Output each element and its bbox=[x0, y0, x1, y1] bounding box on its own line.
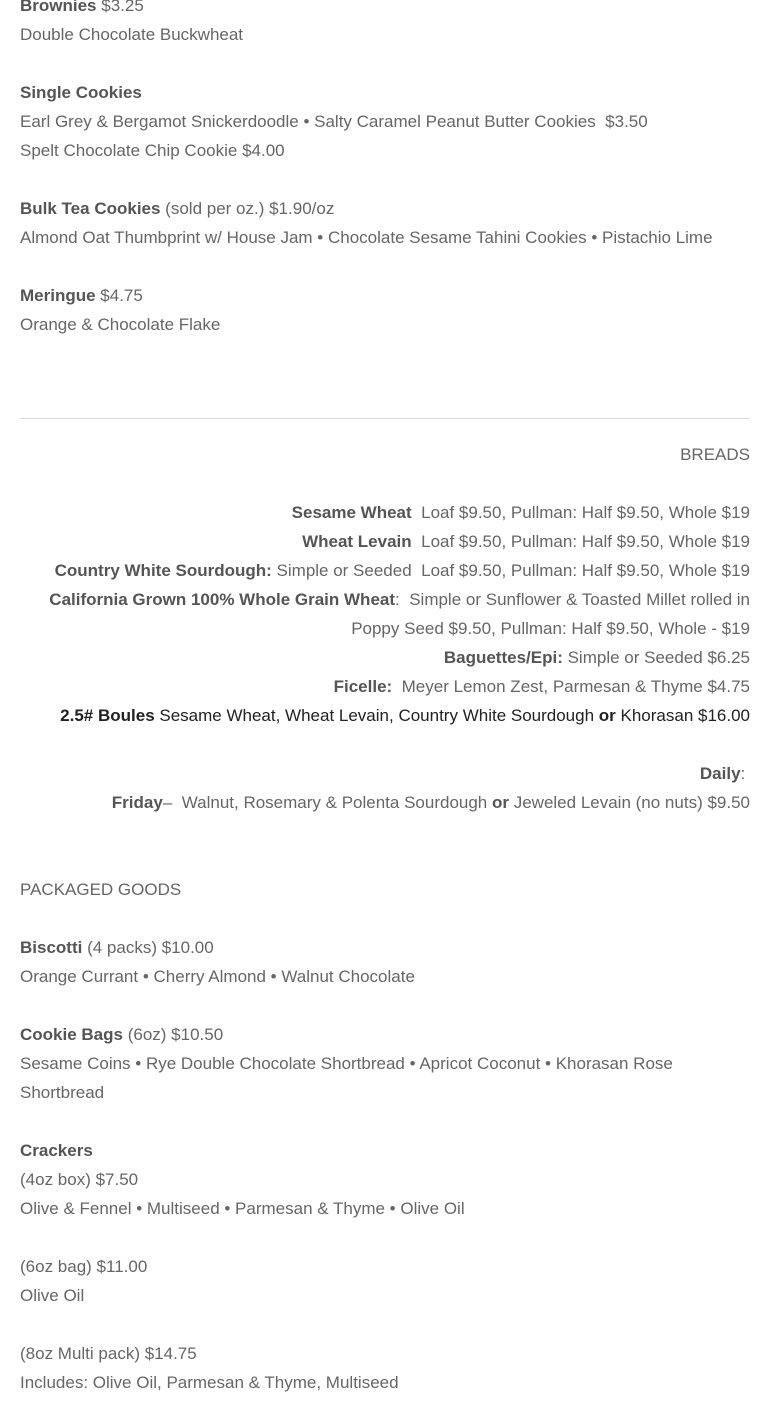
daily-suffix: : bbox=[740, 764, 750, 783]
meringue-price: $4.75 bbox=[95, 286, 143, 305]
cookie-bags-name: Cookie Bags bbox=[20, 1025, 123, 1044]
wheat-levain-detail: Loaf $9.50, Pullman: Half $9.50, Whole $19 bbox=[411, 532, 750, 551]
bulk-tea-cookies-line bbox=[20, 194, 750, 223]
boules-name: 2.5# Boules bbox=[60, 706, 155, 725]
packaged-heading: PACKAGED GOODS bbox=[20, 880, 182, 899]
california-detail: : Simple or Sunflower & Toasted Millet rolled in bbox=[395, 590, 750, 609]
single-cookies-name: Single Cookies bbox=[20, 83, 142, 102]
boules-line bbox=[20, 701, 750, 730]
crackers-multi: (8oz Multi pack) $14.75 bbox=[20, 1344, 197, 1363]
menu-content bbox=[20, 0, 750, 1397]
brownies-desc: Double Chocolate Buckwheat bbox=[20, 25, 244, 44]
country-white-name: Country White Sourdough: bbox=[54, 561, 272, 580]
bulk-tea-cookies-desc: Almond Oat Thumbprint w/ House Jam • Chocolate Sesame Tahini Cookies • Pistachio Lime bbox=[20, 228, 713, 247]
country-white-line bbox=[20, 556, 750, 585]
cookie-bags-detail: (6oz) $10.50 bbox=[122, 1025, 224, 1044]
sesame-wheat-line bbox=[20, 498, 750, 527]
biscotti-detail: (4 packs) $10.00 bbox=[82, 938, 214, 957]
boules-detail1: Sesame Wheat, Wheat Levain, Country White Sourdough bbox=[154, 706, 599, 725]
boules-or: or bbox=[598, 706, 616, 725]
breads-heading: BREADS bbox=[680, 445, 750, 464]
crackers-name: Crackers bbox=[20, 1141, 93, 1160]
country-white-detail: Simple or Seeded Loaf $9.50, Pullman: Half $9.50, Whole $19 bbox=[271, 561, 750, 580]
cookie-bags-desc: Sesame Coins • Rye Double Chocolate Shortbread • Apricot Coconut • Khorasan Rose Shortbread bbox=[20, 1054, 673, 1102]
california-line bbox=[20, 585, 750, 614]
california-line2: Poppy Seed $9.50, Pullman: Half $9.50, Whole - $19 bbox=[351, 619, 750, 638]
meringue-desc: Orange & Chocolate Flake bbox=[20, 315, 221, 334]
friday-detail1: – Walnut, Rosemary & Polenta Sourdough bbox=[162, 793, 492, 812]
friday-detail2: Jeweled Levain (no nuts) $9.50 bbox=[509, 793, 750, 812]
cookie-bags-line bbox=[20, 1020, 750, 1049]
boules-detail2: Khorasan $16.00 bbox=[615, 706, 750, 725]
sesame-wheat-detail: Loaf $9.50, Pullman: Half $9.50, Whole $19 bbox=[411, 503, 750, 522]
california-name: California Grown 100% Whole Grain Wheat bbox=[49, 590, 396, 609]
crackers-box-desc: Olive & Fennel • Multiseed • Parmesan & Thyme • Olive Oil bbox=[20, 1199, 465, 1218]
ficelle-detail: Meyer Lemon Zest, Parmesan & Thyme $4.75 bbox=[392, 677, 750, 696]
brownies-name: Brownies bbox=[20, 0, 97, 15]
sesame-wheat-name: Sesame Wheat bbox=[291, 503, 412, 522]
meringue-line bbox=[20, 281, 750, 310]
crackers-bag: (6oz bag) $11.00 bbox=[20, 1257, 148, 1276]
ficelle-line bbox=[20, 672, 750, 701]
crackers-bag-desc: Olive Oil bbox=[20, 1286, 85, 1305]
biscotti-line bbox=[20, 933, 750, 962]
friday-or: or bbox=[492, 793, 509, 812]
crackers-box: (4oz box) $7.50 bbox=[20, 1170, 139, 1189]
friday-name: Friday bbox=[111, 793, 163, 812]
biscotti-name: Biscotti bbox=[20, 938, 83, 957]
brownies-line bbox=[20, 0, 750, 20]
friday-line bbox=[20, 788, 750, 817]
meringue-name: Meringue bbox=[20, 286, 96, 305]
crackers-multi-desc: Includes: Olive Oil, Parmesan & Thyme, Multiseed bbox=[20, 1373, 399, 1392]
biscotti-desc: Orange Currant • Cherry Almond • Walnut Chocolate bbox=[20, 967, 415, 986]
single-cookies-line1: Earl Grey & Bergamot Snickerdoodle • Salty Caramel Peanut Butter Cookies $3.50 bbox=[20, 112, 648, 131]
bulk-tea-cookies-name: Bulk Tea Cookies bbox=[20, 199, 161, 218]
wheat-levain-name: Wheat Levain bbox=[302, 532, 412, 551]
daily-label: Daily bbox=[699, 764, 741, 783]
baguettes-detail: Simple or Seeded $6.25 bbox=[562, 648, 750, 667]
bulk-tea-cookies-detail: (sold per oz.) $1.90/oz bbox=[160, 199, 335, 218]
brownies-price: $3.25 bbox=[101, 0, 144, 15]
ficelle-name: Ficelle: bbox=[333, 677, 393, 696]
baguettes-line bbox=[20, 643, 750, 672]
baguettes-name: Baguettes/Epi: bbox=[443, 648, 563, 667]
daily-line bbox=[20, 759, 750, 788]
wheat-levain-line bbox=[20, 527, 750, 556]
single-cookies-line2: Spelt Chocolate Chip Cookie $4.00 bbox=[20, 141, 285, 160]
